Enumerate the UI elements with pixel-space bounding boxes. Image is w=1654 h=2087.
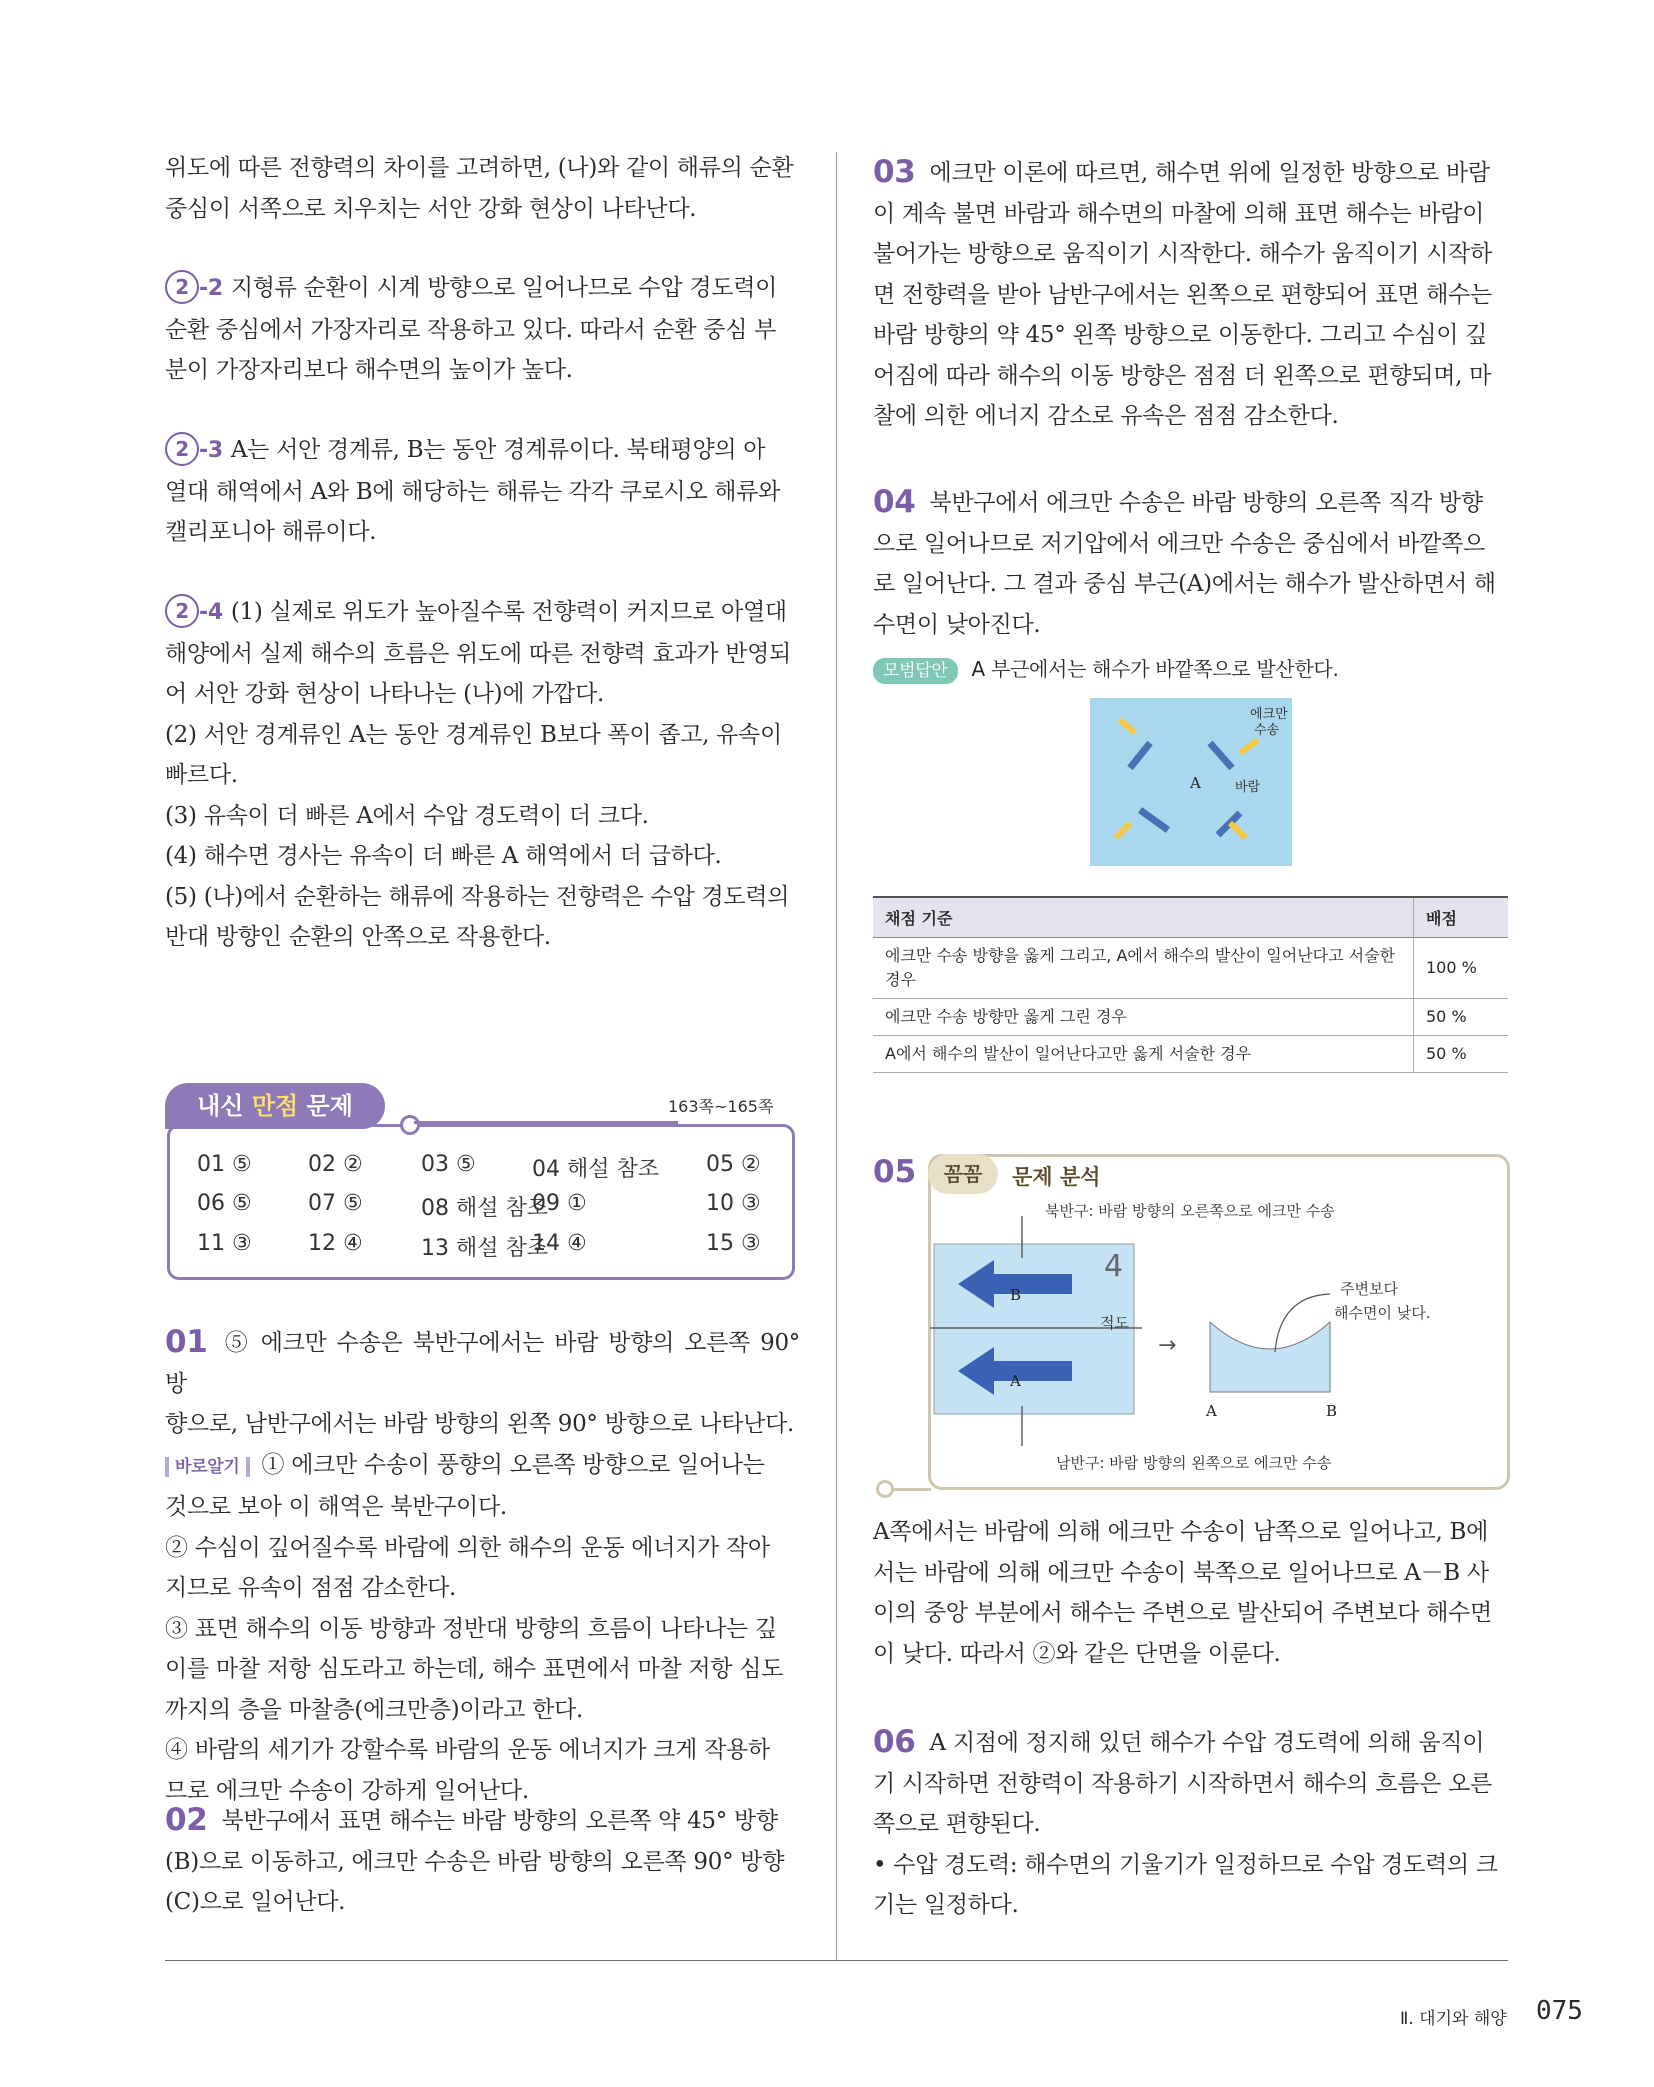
answer-key-cell: 11 ③ — [197, 1231, 252, 1256]
criteria-header: 채점 기준 — [873, 897, 1414, 938]
point-b-label: B — [1010, 1286, 1022, 1304]
solution-01: 01 ⑤ 에크만 수송은 북반구에서는 바람 방향의 오른쪽 90° 방 향으로, 남반구에서는 바람 방향의 왼쪽 90° 방향으로 나타난다. 바로알기 ① 에크만 수송이 풍향의 오른쪽 방향으로 일어나는 것으로 보아 이 해역은 북반구이다. ② 수심이 깊어질수록 바람에 의한 해수의 운동 에너지가 작아 지므로 유속이 점점 감소한다. ③ 표면 해수의 이동 방향과 정반대 방향의 흐름이 나타나는 깊 이를 마찰 저항 심도라고 하는데, 해수 표면에서 마찰 저항 심도 까지의 층을 마찰층(에크만층)이라고 한다. ④ 바람의 세기가 강할수록 바람의 운동 에너지가 크게 작용하 므로 에크만 수송이 강하게 일어난다. — [165, 1324, 800, 1804]
intro-text: 위도에 따른 전향력의 차이를 고려하면, (나)와 같이 해류의 순환 중심이 서쪽으로 치우치는 서안 강화 현상이 나타난다. — [165, 155, 794, 222]
correct-answer-tag: 바로알기 — [165, 1457, 250, 1477]
solution-04: 04 북반구에서 에크만 수송은 바람 방향의 오른쪽 직각 방향 으로 일어나므로 저기압에서 에크만 수송은 중심에서 바깥쪽으 로 일어난다. 그 결과 중심 부근(A)에서는 해수가 발산하면서 해 수면이 낮아진다. 모범답안 A 부근에서는 해수가 바깥쪽으로 발산한다. — [873, 482, 1508, 690]
answer-key-cell: 09 ① — [532, 1191, 587, 1216]
score-header: 배점 — [1414, 897, 1509, 938]
ekman-low-pressure-figure — [1090, 698, 1292, 866]
answer-key-cell: 13 해설 참조 — [421, 1236, 548, 1261]
lower-level-note-1: 주변보다 — [1340, 1280, 1398, 1298]
transport-label: 수송 — [1254, 723, 1280, 738]
solution-03: 03 에크만 이론에 따르면, 해수면 위에 일정한 방향으로 바람 이 계속 불면 바람과 해수면의 마찰에 의해 표면 해수는 바람이 불어가는 방향으로 움직이기 시작한다. 해수가 움직이기 시작하 면 전향력을 받아 남반구에서는 왼쪽으로 편향되어 표면 해수는 바람 방향의 약 45° 왼쪽 방향으로 이동한다. 그리고 수심이 깊 어짐에 따라 해수의 이동 방향은 점점 더 왼쪽으로 편향되며, 마 찰에 의한 에너지 감소로 유속은 점점 감소한다. — [873, 154, 1492, 429]
solution-number: 03 — [873, 154, 916, 190]
solution-number: 05 — [873, 1154, 917, 1190]
point-a-label: A — [1190, 774, 1201, 792]
solution-02: 02 북반구에서 표면 해수는 바람 방향의 오른쪽 약 45° 방향 (B)으로 이동하고, 에크만 수송은 바람 방향의 오른쪽 90° 방향 (C)으로 일어난다. — [165, 1802, 785, 1915]
answer-key-title: 내신 만점 문제 — [165, 1083, 385, 1129]
problem-number-circle: 2 — [165, 270, 199, 304]
answer-2-3: 2 -3 A는 서안 경계류, B는 동안 경계류이다. 북태평양의 아 열대 해역에서 A와 B에 해당하는 해류는 각각 쿠로시오 해류와 캘리포니아 해류이다. — [165, 430, 800, 553]
page-number: 075 — [1536, 1996, 1583, 2026]
problem-number-circle: 2 — [165, 432, 199, 466]
footer-section: Ⅱ. 대기와 해양 — [1400, 2009, 1507, 2029]
answer-key-cell: 04 해설 참조 — [532, 1157, 659, 1182]
answer-2-2: 2 -2 지형류 순환이 시계 방향으로 일어나므로 수압 경도력이 순환 중심에서 가장자리로 작용하고 있다. 따라서 순환 중심 부 분이 가장자리보다 해수면의 높이가 높다. — [165, 268, 800, 391]
solution-number: 04 — [873, 484, 916, 520]
wind-label: 바람 — [1235, 780, 1261, 795]
sea-surface-cross-section — [1210, 1322, 1330, 1392]
section-a-label: A — [1206, 1402, 1217, 1420]
answer-key-cell: 06 ⑤ — [197, 1191, 252, 1216]
problem-analysis-title: 문제 분석 — [1012, 1165, 1101, 1189]
answer-key-cell: 12 ④ — [308, 1231, 363, 1256]
answer-key-cell: 15 ③ — [706, 1231, 761, 1256]
table-row: 에크만 수송 방향을 옳게 그리고, A에서 해수의 발산이 일어난다고 서술한 경우 100 % — [873, 938, 1508, 999]
lower-level-note-2: 해수면이 낮다. — [1334, 1304, 1431, 1322]
model-answer-tag: 모범답안 — [873, 658, 958, 684]
solution-number: 02 — [165, 1802, 208, 1838]
ekman-analysis-figure — [930, 1196, 1500, 1482]
arrow-right-icon: → — [1158, 1333, 1177, 1358]
column-divider — [836, 152, 837, 1960]
solution-05-text: A쪽에서는 바람에 의해 에크만 수송이 남쪽으로 일어나고, B에 서는 바람에 의해 에크만 수송이 북쪽으로 일어나므로 A－B 사 이의 중앙 부분에서 해수는 주변으로 발산되어 주변보다 해수면 이 낮다. 따라서 ②와 같은 단면을 이룬다. — [873, 1519, 1492, 1667]
scoring-table — [873, 896, 1508, 1073]
answer-key-cell: 03 ⑤ — [421, 1152, 476, 1177]
south-hemisphere-note: 남반구: 바람 방향의 왼쪽으로 에크만 수송 — [1056, 1454, 1332, 1472]
section-b-label: B — [1326, 1402, 1338, 1420]
answer-key-cell: 14 ④ — [532, 1231, 587, 1256]
answer-key-cell: 02 ② — [308, 1152, 363, 1177]
answer-key-cell: 05 ② — [706, 1152, 761, 1177]
option-number: 4 — [1104, 1249, 1124, 1284]
answer-2-4: 2 -4 (1) 실제로 위도가 높아질수록 전향력이 커지므로 아열대 해양에서 실제 해수의 흐름은 위도에 따른 전향력 효과가 반영되 어 서안 강화 현상이 나타나는 (나)에 가깝다. (2) 서안 경계류인 A는 동안 경계류인 B보다 폭이 좁고, 유속이 빠르다. (3) 유속이 더 빠른 A에서 수압 경도력이 더 크다. (4) 해수면 경사는 유속이 더 빠른 A 해역에서 더 급하다. (5) (나)에서 순환하는 해류에 작용하는 전향력은 수압 경도력의 반대 방향인 순환의 안쪽으로 작용한다. — [165, 592, 800, 958]
table-row: 에크만 수송 방향만 옳게 그린 경우 50 % — [873, 999, 1508, 1036]
point-a-label: A — [1010, 1372, 1021, 1390]
answer-key-dot — [400, 1115, 420, 1135]
table-row: A에서 해수의 발산이 일어난다고만 옳게 서술한 경우 50 % — [873, 1036, 1508, 1073]
problem-number-circle: 2 — [165, 594, 199, 628]
ggomggom-badge: 꼼꼼 — [928, 1154, 998, 1194]
answer-key-cell: 08 해설 참조 — [421, 1196, 548, 1221]
answer-key-page-range: 163쪽~165쪽 — [668, 1097, 774, 1116]
solution-06: 06 A 지점에 정지해 있던 해수가 수압 경도력에 의해 움직이 기 시작하면 전향력이 작용하기 시작하면서 해수의 흐름은 오른 쪽으로 편향된다. • 수압 경도력: 해수면의 기울기가 일정하므로 수압 경도력의 크 기는 일정하다. — [873, 1724, 1498, 1918]
answer-key-cell: 10 ③ — [706, 1191, 761, 1216]
solution-number: 06 — [873, 1724, 916, 1760]
answer-key-cell: 07 ⑤ — [308, 1191, 363, 1216]
footer-rule — [165, 1960, 1508, 1961]
answer-key-connector — [414, 1121, 678, 1124]
analysis-connector — [891, 1488, 931, 1491]
north-hemisphere-note: 북반구: 바람 방향의 오른쪽으로 에크만 수송 — [1045, 1202, 1335, 1220]
ekman-label: 에크만 — [1250, 707, 1288, 722]
answer-key-cell: 01 ⑤ — [197, 1152, 252, 1177]
equator-label: 적도 — [1100, 1314, 1129, 1332]
solution-number: 01 — [165, 1324, 208, 1360]
